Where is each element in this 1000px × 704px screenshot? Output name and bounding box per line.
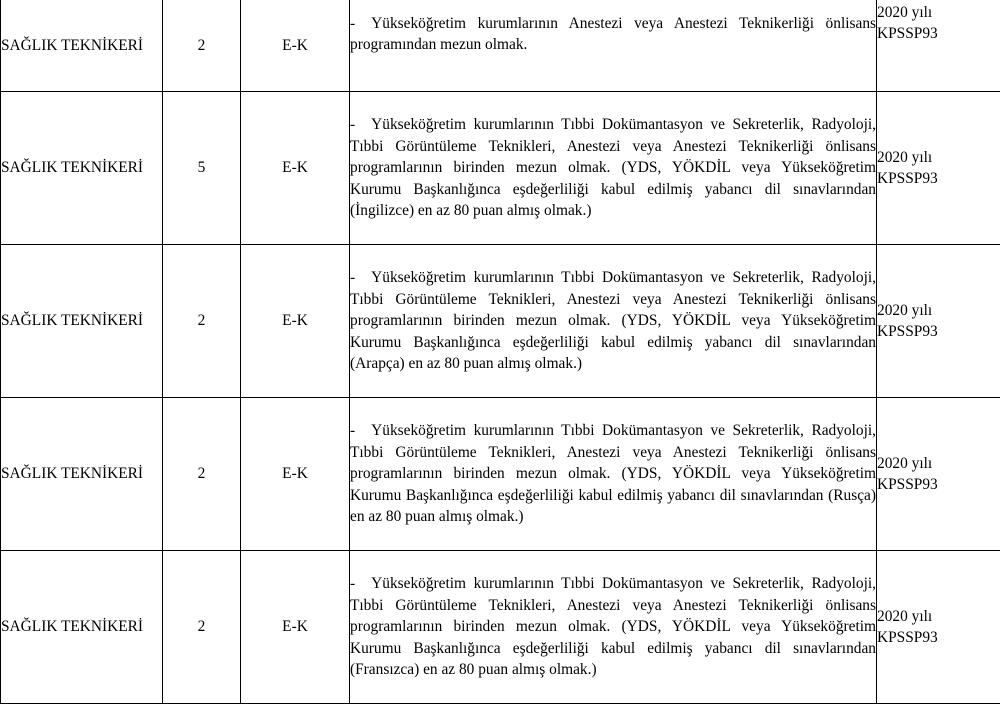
- requirement-cell: [350, 0, 877, 92]
- table-row: [1, 398, 1000, 551]
- score-year: 2020 yılı: [877, 608, 932, 625]
- requirement-text: Yükseköğretim kurumlarının Tıbbi Dokümantasyon ve Sekreterlik, Radyoloji, Tıbbi Görüntüleme Teknikleri, Anestezi veya Anestezi Teknikerliği önlisans programlarının birinden mezun olmak. (YDS, YÖKDİL veya Yükseköğretim Kurumu Başkanlığınca eşdeğerliliği kabul edilmiş yabancı dil sınavlarından (Fransızca) en az 80 puan almış olmak.): [350, 575, 876, 678]
- score-year: 2020 yılı: [877, 4, 932, 21]
- list-dash: -: [350, 116, 355, 133]
- score-type: KPSSP93: [877, 629, 938, 646]
- list-dash: -: [350, 15, 355, 32]
- position-title-cell: SAĞLIK TEKNİKERİ: [1, 398, 163, 551]
- position-count-cell: 2: [163, 0, 241, 92]
- score-type-cell: [877, 0, 1000, 92]
- table-row: [1, 551, 1000, 704]
- position-count-cell: 2: [163, 551, 241, 704]
- score-year: 2020 yılı: [877, 149, 932, 166]
- table-row: [1, 245, 1000, 398]
- score-year: 2020 yılı: [877, 455, 932, 472]
- position-count-cell: 5: [163, 92, 241, 245]
- position-title-cell: SAĞLIK TEKNİKERİ: [1, 551, 163, 704]
- position-title-cell: SAĞLIK TEKNİKERİ: [1, 245, 163, 398]
- position-title-cell: SAĞLIK TEKNİKERİ: [1, 92, 163, 245]
- score-type-cell: [877, 245, 1000, 398]
- list-dash: -: [350, 575, 355, 592]
- requirement-text: Yükseköğretim kurumlarının Tıbbi Dokümantasyon ve Sekreterlik, Radyoloji, Tıbbi Görüntüleme Teknikleri, Anestezi veya Anestezi Teknikerliği önlisans programlarının birinden mezun olmak. (YDS, YÖKDİL veya Yükseköğretim Kurumu Başkanlığınca eşdeğerliliği kabul edilmiş yabancı dil sınavlarından (Arapça) en az 80 puan almış olmak.): [350, 269, 876, 372]
- score-type: KPSSP93: [877, 323, 938, 340]
- score-type-cell: [877, 551, 1000, 704]
- gender-cell: E-K: [241, 245, 350, 398]
- score-type: KPSSP93: [877, 170, 938, 187]
- position-count-cell: 2: [163, 398, 241, 551]
- requirement-text: Yükseköğretim kurumlarının Anestezi veya Anestezi Teknikerliği önlisans programından mezun olmak.: [350, 15, 876, 53]
- requirement-cell: [350, 398, 877, 551]
- gender-cell: E-K: [241, 551, 350, 704]
- score-type: KPSSP93: [877, 25, 938, 42]
- score-type-cell: [877, 92, 1000, 245]
- score-type: KPSSP93: [877, 476, 938, 493]
- table-row: [1, 92, 1000, 245]
- requirement-cell: [350, 245, 877, 398]
- requirement-cell: [350, 551, 877, 704]
- requirement-cell: [350, 92, 877, 245]
- position-count-cell: 2: [163, 245, 241, 398]
- position-title-cell: SAĞLIK TEKNİKERİ: [1, 0, 163, 92]
- score-type-cell: [877, 398, 1000, 551]
- table-row: [1, 0, 1000, 92]
- gender-cell: E-K: [241, 92, 350, 245]
- gender-cell: E-K: [241, 398, 350, 551]
- list-dash: -: [350, 269, 355, 286]
- list-dash: -: [350, 422, 355, 439]
- score-year: 2020 yılı: [877, 302, 932, 319]
- gender-cell: E-K: [241, 0, 350, 92]
- requirement-text: Yükseköğretim kurumlarının Tıbbi Dokümantasyon ve Sekreterlik, Radyoloji, Tıbbi Görüntüleme Teknikleri, Anestezi veya Anestezi Teknikerliği önlisans programlarının birinden mezun olmak. (YDS, YÖKDİL veya Yükseköğretim Kurumu Başkanlığınca eşdeğerliliği kabul edilmiş yabancı dil sınavlarından (Rusça) en az 80 puan almış olmak.): [350, 422, 876, 525]
- requirement-text: Yükseköğretim kurumlarının Tıbbi Dokümantasyon ve Sekreterlik, Radyoloji, Tıbbi Görüntüleme Teknikleri, Anestezi veya Anestezi Teknikerliği önlisans programlarının birinden mezun olmak. (YDS, YÖKDİL veya Yükseköğretim Kurumu Başkanlığınca eşdeğerliliği kabul edilmiş yabancı dil sınavlarından (İngilizce) en az 80 puan almış olmak.): [350, 116, 876, 219]
